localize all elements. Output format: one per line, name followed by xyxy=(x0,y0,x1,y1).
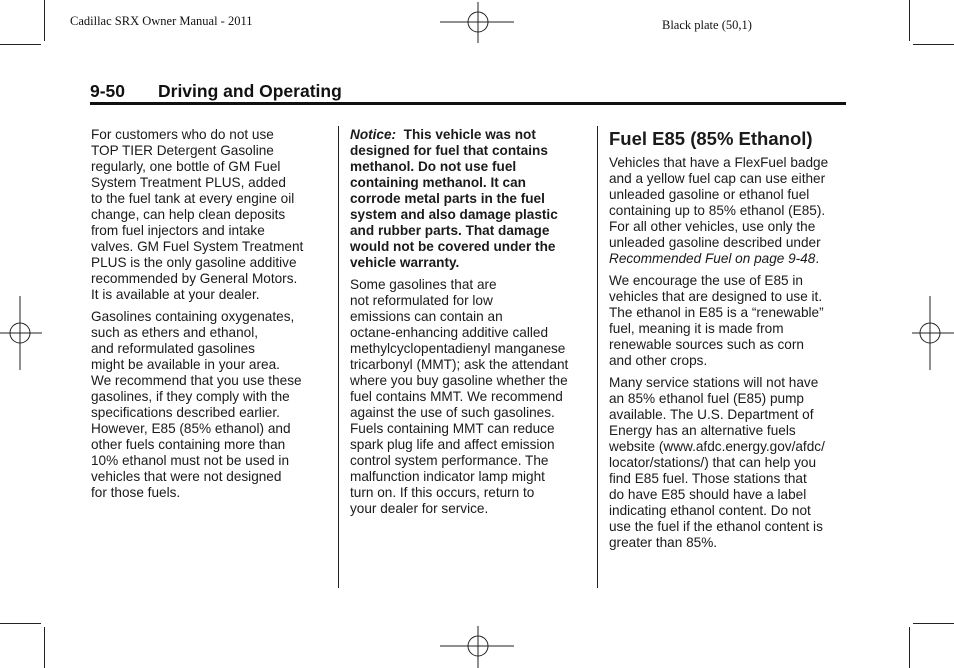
text-line: valves. GM Fuel System Treatment xyxy=(91,239,304,254)
column-divider-2 xyxy=(597,126,598,588)
text-line: We recommend that you use these xyxy=(91,373,302,388)
crop-mark-bottom-right-vertical xyxy=(909,627,910,668)
text-line: unleaded gasoline or ethanol fuel xyxy=(609,187,810,202)
text-line: unleaded gasoline described under xyxy=(609,235,821,250)
text-line: spark plug life and affect emission xyxy=(350,437,555,452)
sentence-end: . xyxy=(815,251,820,266)
text-line: and reformulated gasolines xyxy=(91,341,255,356)
text-line: website (www.afdc.energy.gov/afdc/ xyxy=(609,439,825,454)
text-line: gasolines, if they comply with the xyxy=(91,389,290,404)
text-line: Some gasolines that are xyxy=(350,277,497,292)
text-line: change, can help clean deposits xyxy=(91,207,286,222)
text-line: methylcyclopentadienyl manganese xyxy=(350,341,566,356)
column-divider-1 xyxy=(338,126,339,588)
slug-document-title: Cadillac SRX Owner Manual - 2011 xyxy=(70,14,253,28)
text-line: Many service stations will not have xyxy=(609,375,819,390)
text-line: greater than 85%. xyxy=(609,535,718,550)
registration-mark-left-icon xyxy=(0,296,44,372)
text-line: TOP TIER Detergent Gasoline xyxy=(91,143,274,158)
text-line: your dealer for service. xyxy=(350,501,489,516)
notice-first-line xyxy=(350,127,590,143)
text-line: Vehicles that have a FlexFuel badge xyxy=(609,155,829,170)
text-line: from fuel injectors and intake xyxy=(91,223,265,238)
text-line: For customers who do not use xyxy=(91,127,274,142)
text-line: and other crops. xyxy=(609,353,708,368)
text-line: PLUS is the only gasoline additive xyxy=(91,255,297,270)
text-line: emissions can contain an xyxy=(350,309,503,324)
text-line: Gasolines containing oxygenates, xyxy=(91,309,295,324)
text-line: For all other vehicles, use only the xyxy=(609,219,816,234)
crop-mark-bottom-left-vertical xyxy=(44,627,45,668)
paragraph-oxygenates xyxy=(91,309,331,501)
text-line: where you buy gasoline whether the xyxy=(350,373,568,388)
text-line: not reformulated for low xyxy=(350,293,493,308)
text-line: turn on. If this occurs, return to xyxy=(350,485,535,500)
text-line: vehicles that are designed to use it. xyxy=(609,289,823,304)
notice-text: This vehicle was not xyxy=(403,127,536,142)
text-line: such as ethers and ethanol, xyxy=(91,325,259,340)
text-line: system and also damage plastic xyxy=(350,207,558,222)
text-line: for those fuels. xyxy=(91,485,181,500)
text-line: to the fuel tank at every engine oil xyxy=(91,191,295,206)
text-line: use the fuel if the ethanol content is xyxy=(609,519,823,534)
registration-mark-top-icon xyxy=(440,2,516,44)
crop-mark-top-right-vertical xyxy=(909,0,910,41)
cross-reference-link[interactable]: Recommended Fuel on page 9-48 xyxy=(609,251,816,266)
column-1 xyxy=(91,127,331,507)
text-line: fuel, meaning it is made from xyxy=(609,321,784,336)
section-title: Driving and Operating xyxy=(158,81,342,101)
text-line: We encourage the use of E85 in xyxy=(609,273,803,288)
text-line: containing methanol. It can xyxy=(350,175,526,190)
text-line: corrode metal parts in the fuel xyxy=(350,191,545,206)
text-line: and a yellow fuel cap can use either xyxy=(609,171,826,186)
column-3 xyxy=(609,127,849,557)
text-line: against the use of such gasolines. xyxy=(350,405,555,420)
text-line: malfunction indicator lamp might xyxy=(350,469,545,484)
text-line: vehicle warranty. xyxy=(350,255,460,270)
reference-line xyxy=(609,251,849,267)
column-2 xyxy=(350,127,590,523)
text-line: would not be covered under the xyxy=(350,239,556,254)
paragraph-encourage-e85 xyxy=(609,273,849,369)
page-header xyxy=(90,81,846,103)
text-line: an 85% ethanol fuel (E85) pump xyxy=(609,391,804,406)
registration-mark-bottom-icon xyxy=(440,626,516,668)
registration-mark-right-icon xyxy=(910,296,954,372)
text-line: regularly, one bottle of GM Fuel xyxy=(91,159,281,174)
crop-mark-top-right-horizontal xyxy=(913,44,954,45)
text-line: find E85 fuel. Those stations that xyxy=(609,471,807,486)
paragraph-fuel-treatment xyxy=(91,127,331,303)
text-line: indicating ethanol content. Do not xyxy=(609,503,811,518)
text-line: vehicles that were not designed xyxy=(91,469,282,484)
text-line: octane-enhancing additive called xyxy=(350,325,549,340)
text-line: recommended by General Motors. xyxy=(91,271,298,286)
crop-mark-bottom-right-horizontal xyxy=(913,623,954,624)
text-line: specifications described earlier. xyxy=(91,405,280,420)
text-line: control system performance. The xyxy=(350,453,549,468)
page-number: 9-50 xyxy=(90,81,126,101)
text-line: However, E85 (85% ethanol) and xyxy=(91,421,291,436)
subsection-heading: Fuel E85 (85% Ethanol) xyxy=(609,128,813,149)
crop-mark-top-left-vertical xyxy=(44,0,45,41)
text-line: other fuels containing more than xyxy=(91,437,286,452)
text-line: 10% ethanol must not be used in xyxy=(91,453,289,468)
text-line: Energy has an alternative fuels xyxy=(609,423,796,438)
text-line: fuel contains MMT. We recommend xyxy=(350,389,563,404)
text-line: It is available at your dealer. xyxy=(91,287,260,302)
text-line: containing up to 85% ethanol (E85). xyxy=(609,203,826,218)
text-line: Fuels containing MMT can reduce xyxy=(350,421,555,436)
notice-block xyxy=(350,127,590,271)
notice-label: Notice: xyxy=(350,127,397,142)
paragraph-flexfuel xyxy=(609,155,849,267)
text-line: System Treatment PLUS, added xyxy=(91,175,286,190)
crop-mark-top-left-horizontal xyxy=(0,44,41,45)
paragraph-service-stations xyxy=(609,375,849,551)
text-line: tricarbonyl (MMT); ask the attendant xyxy=(350,357,569,372)
header-rule xyxy=(90,102,846,105)
text-line: available. The U.S. Department of xyxy=(609,407,814,422)
text-line: The ethanol in E85 is a “renewable” xyxy=(609,305,824,320)
crop-mark-bottom-left-horizontal xyxy=(0,623,41,624)
text-line: do have E85 should have a label xyxy=(609,487,807,502)
text-line: and rubber parts. That damage xyxy=(350,223,550,238)
slug-plate-info: Black plate (50,1) xyxy=(662,18,752,32)
text-line: renewable sources such as corn xyxy=(609,337,804,352)
paragraph-mmt xyxy=(350,277,590,517)
text-line: designed for fuel that contains xyxy=(350,143,548,158)
text-line: locator/stations/) that can help you xyxy=(609,455,817,470)
text-line: methanol. Do not use fuel xyxy=(350,159,517,174)
text-line: might be available in your area. xyxy=(91,357,280,372)
